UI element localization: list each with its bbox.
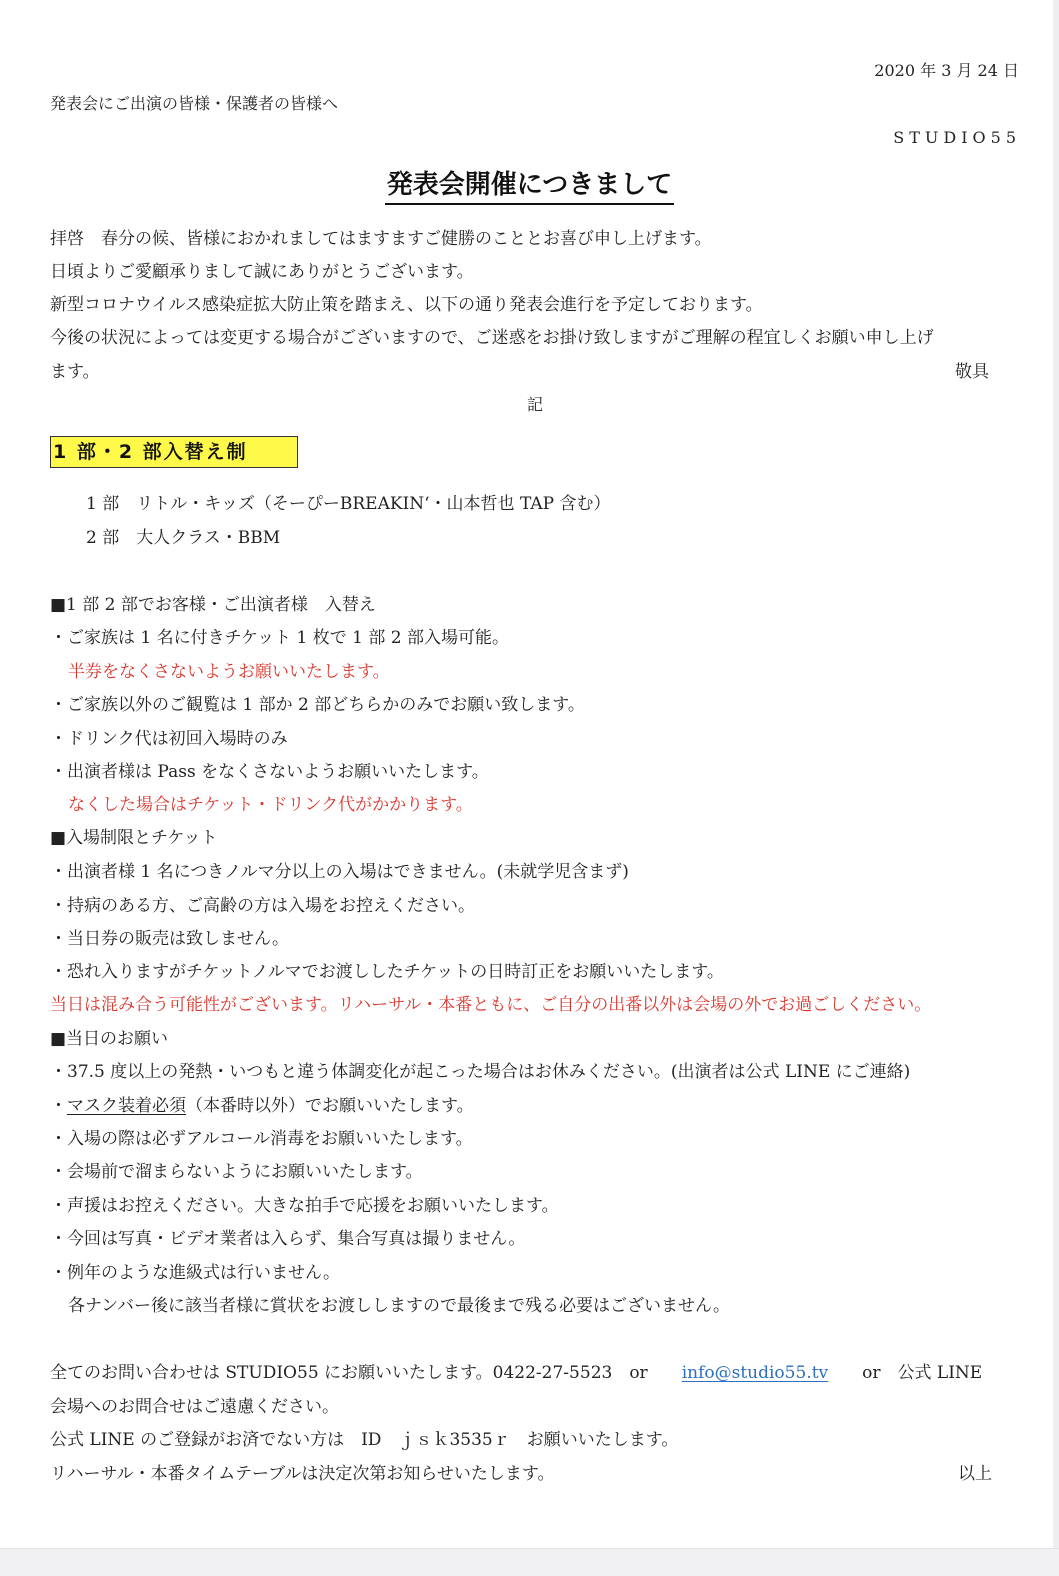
greeting-line-1: 拝啓 春分の候、皆様におかれましてはますますご健勝のこととお喜び申し上げます。 [50, 229, 712, 249]
list-item: ・恐れ入りますがチケットノルマでお渡ししたチケットの日時訂正をお願いいたします。 [50, 962, 724, 982]
line-id-note: 公式 LINE のご登録がお済でない方は ID ｊｓｋ3535ｒ お願いいたします。 [50, 1430, 679, 1450]
section-heading-requests: ■当日のお願い [50, 1029, 169, 1049]
red-warning: 当日は混み合う可能性がございます。リハーサル・本番ともに、ご自分の出番以外は会場の外でお過ごしください。 [50, 995, 932, 1015]
sender: STUDIO55 [893, 128, 1021, 147]
list-item: ・37.5 度以上の発熱・いつもと違う体調変化が起こった場合はお休みください。(出演者は公式 LINE にご連絡) [50, 1062, 911, 1082]
list-item: ・出演者様は Pass をなくさないようお願いいたします。 [50, 762, 489, 782]
section-heading-entry: ■入場制限とチケット [50, 828, 218, 848]
part-2: 2 部 大人クラス・BBM [86, 528, 281, 548]
red-note: なくした場合はチケット・ドリンク代がかかります。 [68, 795, 473, 815]
venue-note: 会場へのお問合せはご遠慮ください。 [50, 1397, 339, 1417]
timetable-note: リハーサル・本番タイムテーブルは決定次第お知らせいたします。 [50, 1464, 555, 1484]
list-item: ・ご家族以外のご観覧は 1 部か 2 部どちらかのみでお願い致します。 [50, 695, 585, 715]
list-item-mask: ・マスク装着必須（本番時以外）でお願いいたします。 [50, 1096, 474, 1116]
addressee: 発表会にご出演の皆様・保護者の皆様へ [50, 94, 339, 113]
greeting-closing: 敬具 [955, 362, 989, 382]
highlight-heading: 1 部・2 部入替え制 [50, 436, 298, 468]
section-heading-replacement: ■1 部 2 部でお客様・ご出演者様 入替え [50, 595, 376, 615]
list-item: ・当日券の販売は致しません。 [50, 929, 290, 949]
list-item: ・ご家族は 1 名に付きチケット 1 枚で 1 部 2 部入場可能。 [50, 628, 509, 648]
list-item: ・入場の際は必ずアルコール消毒をお願いいたします。 [50, 1129, 473, 1149]
list-item: ・会場前で溜まらないようにお願いいたします。 [50, 1162, 423, 1182]
list-item: ・持病のある方、ご高齢の方は入場をお控えください。 [50, 896, 475, 916]
greeting-line-3: 新型コロナウイルス感染症拡大防止策を踏まえ、以下の通り発表会進行を予定しております。 [50, 295, 763, 315]
greeting-line-2: 日頃よりご愛顧承りまして誠にありがとうございます。 [50, 262, 474, 282]
contact-line: 全てのお問い合わせは STUDIO55 にお願いいたします。0422-27-5523 or info@studio55.tv or 公式 LINE [50, 1363, 983, 1383]
list-item: ・今回は写真・ビデオ業者は入らず、集合写真は撮りません。 [50, 1229, 526, 1249]
document-date: 2020 年 3 月 24 日 [874, 61, 1019, 80]
page-title: 発表会開催につきまして [0, 172, 1059, 198]
page-edge [1053, 0, 1059, 1575]
part-1: 1 部 リトル・キッズ（そーぴーBREAKIN‘・山本哲也 TAP 含む） [86, 494, 611, 514]
list-item: ・例年のような進級式は行いません。 [50, 1263, 341, 1283]
email-link[interactable]: info@studio55.tv [681, 1363, 829, 1383]
bottom-bar [0, 1548, 1059, 1576]
end-mark: 以上 [958, 1464, 992, 1484]
list-item-note: 各ナンバー後に該当者様に賞状をお渡ししますので最後まで残る必要はございません。 [68, 1296, 730, 1316]
greeting-line-5: ます。 [50, 362, 100, 382]
list-item: ・ドリンク代は初回入場時のみ [50, 729, 288, 749]
greeting-line-4: 今後の状況によっては変更する場合がございますので、ご迷惑をお掛け致しますがご理解の程宜しくお願い申し上げ [50, 328, 934, 348]
list-item: ・声援はお控えください。大きな拍手で応援をお願いいたします。 [50, 1196, 559, 1216]
red-note: 半券をなくさないようお願いいたします。 [68, 662, 390, 682]
list-item: ・出演者様 1 名につきノルマ分以上の入場はできません。(未就学児含まず) [50, 862, 629, 882]
ki-mark: 記 [527, 395, 544, 414]
